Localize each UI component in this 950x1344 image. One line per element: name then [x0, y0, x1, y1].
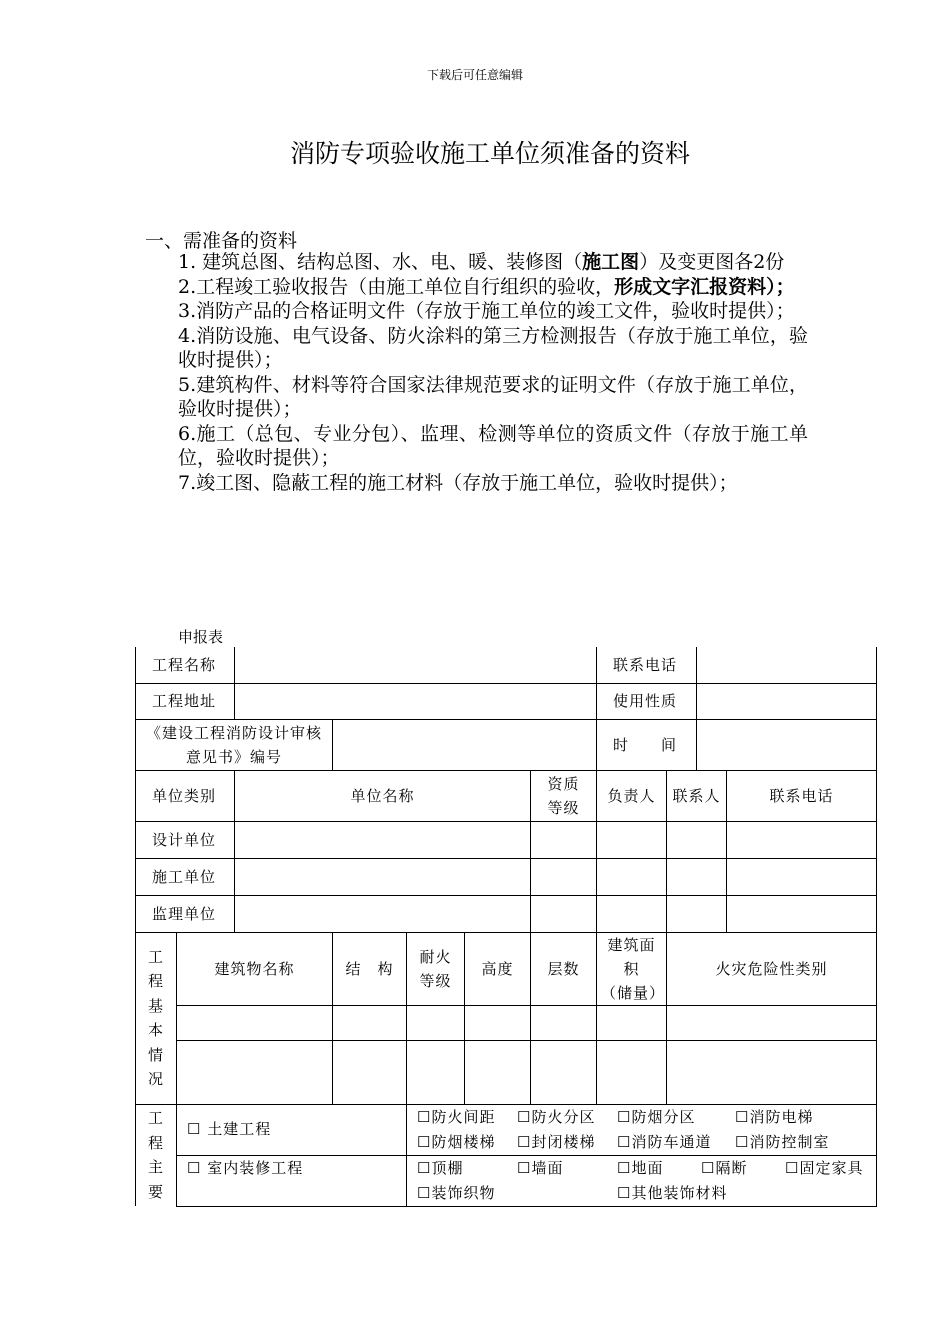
header-contact: 联系人	[667, 770, 727, 821]
header-contact-phone: 联系电话	[727, 770, 877, 821]
list-item: 3.消防产品的合格证明文件（存放于施工单位的竣工文件，验收时提供）；	[178, 300, 795, 322]
field-time[interactable]	[697, 719, 877, 770]
header-structure: 结 构	[333, 932, 407, 1005]
checkbox-interior-works[interactable]: ☐ 室内装修工程	[177, 1155, 407, 1206]
civil-options	[407, 1104, 877, 1155]
list-item: 6.施工（总包、专业分包）、监理、检测等单位的资质文件（存放于施工单位，验收时提供）；	[178, 422, 808, 469]
page-title: 消防专项验收施工单位须准备的资料	[289, 139, 690, 168]
checkbox-smoke-stair[interactable]: ☐防烟楼梯	[417, 1132, 496, 1151]
header-height: 高度	[465, 932, 531, 1005]
checkbox-fixed-furniture[interactable]: ☐固定家具	[785, 1158, 864, 1177]
list-item: 2.工程竣工验收报告（由施工单位自行组织的验收，形成文字汇报资料）；	[178, 275, 795, 298]
table-caption: 申报表	[178, 628, 224, 646]
field-height[interactable]	[465, 1005, 531, 1040]
field-construction-contact[interactable]	[667, 858, 727, 895]
interior-options	[407, 1155, 877, 1206]
header-note: 下载后可任意编辑	[426, 68, 523, 82]
checkbox-wall[interactable]: ☐墙面	[517, 1158, 564, 1177]
field-fire-rating[interactable]	[407, 1005, 465, 1040]
field-design-phone[interactable]	[727, 821, 877, 858]
label-main-works-vertical: 工 程 主 要	[136, 1104, 177, 1206]
header-fire-rating: 耐火 等级	[407, 932, 465, 1005]
field-project-address[interactable]	[235, 683, 597, 719]
label-basic-info-vertical: 工 程 基 本 情 况	[136, 932, 177, 1104]
checkbox-decorative-fabric[interactable]: ☐装饰织物	[417, 1183, 496, 1202]
field-construction-phone[interactable]	[727, 858, 877, 895]
field-construction-responsible[interactable]	[597, 858, 667, 895]
label-time: 时 间	[597, 719, 697, 770]
label-review-number: 《建设工程消防设计审核 意见书》编号	[136, 719, 333, 770]
field-supervision-contact[interactable]	[667, 895, 727, 932]
checkbox-enclosed-stair[interactable]: ☐封闭楼梯	[517, 1132, 596, 1151]
requirement-list	[178, 250, 808, 495]
field-supervision-unit-name[interactable]	[235, 895, 531, 932]
checkbox-fire-lane[interactable]: ☐消防车通道	[617, 1132, 712, 1151]
label-supervision-unit: 监理单位	[136, 895, 235, 932]
list-item: 1. 建筑总图、结构总图、水、电、暖、装修图（施工图）及变更图各2份	[178, 251, 785, 273]
field-review-number[interactable]	[333, 719, 597, 770]
field-design-responsible[interactable]	[597, 821, 667, 858]
header-unit-type: 单位类别	[136, 770, 235, 821]
field-design-qualification[interactable]	[531, 821, 597, 858]
header-area: 建筑面积 （储量）	[597, 932, 667, 1005]
label-contact-phone: 联系电话	[597, 647, 697, 683]
field-structure-2[interactable]	[333, 1040, 407, 1104]
list-item: 7.竣工图、隐蔽工程的施工材料（存放于施工单位，验收时提供）；	[178, 471, 738, 494]
checkbox-fire-elevator[interactable]: ☐消防电梯	[735, 1107, 814, 1126]
label-usage: 使用性质	[597, 683, 697, 719]
field-design-contact[interactable]	[667, 821, 727, 858]
section-heading: 一、需准备的资料	[145, 230, 298, 252]
header-floors: 层数	[531, 932, 597, 1005]
list-item: 4.消防设施、电气设备、防火涂料的第三方检测报告（存放于施工单位，验收时提供）；	[178, 324, 808, 371]
checkbox-other-decorative-materials[interactable]: ☐其他装饰材料	[617, 1183, 728, 1202]
field-design-unit-name[interactable]	[235, 821, 531, 858]
header-building-name: 建筑物名称	[177, 932, 333, 1005]
list-item: 5.建筑构件、材料等符合国家法律规范要求的证明文件（存放于施工单位，验收时提供）；	[178, 373, 808, 420]
checkbox-fire-control-room[interactable]: ☐消防控制室	[735, 1132, 830, 1151]
application-form-table	[135, 647, 877, 1207]
field-supervision-phone[interactable]	[727, 895, 877, 932]
checkbox-civil-works[interactable]: ☐ 土建工程	[177, 1104, 407, 1155]
field-usage[interactable]	[697, 683, 877, 719]
field-supervision-responsible[interactable]	[597, 895, 667, 932]
checkbox-partition[interactable]: ☐隔断	[701, 1158, 748, 1177]
field-fire-hazard[interactable]	[667, 1005, 877, 1040]
field-project-name[interactable]	[235, 647, 597, 683]
label-project-address: 工程地址	[136, 683, 235, 719]
field-contact-phone[interactable]	[697, 647, 877, 683]
field-floors-2[interactable]	[531, 1040, 597, 1104]
checkbox-ceiling[interactable]: ☐顶棚	[417, 1158, 464, 1177]
field-area[interactable]	[597, 1005, 667, 1040]
field-structure[interactable]	[333, 1005, 407, 1040]
field-building-name-2[interactable]	[177, 1040, 333, 1104]
field-construction-qualification[interactable]	[531, 858, 597, 895]
field-building-name[interactable]	[177, 1005, 333, 1040]
field-fire-rating-2[interactable]	[407, 1040, 465, 1104]
field-floors[interactable]	[531, 1005, 597, 1040]
checkbox-fire-compartment[interactable]: ☐防火分区	[517, 1107, 596, 1126]
header-fire-hazard: 火灾危险性类别	[667, 932, 877, 1005]
field-area-2[interactable]	[597, 1040, 667, 1104]
checkbox-floor[interactable]: ☐地面	[617, 1158, 664, 1177]
label-design-unit: 设计单位	[136, 821, 235, 858]
field-construction-unit-name[interactable]	[235, 858, 531, 895]
field-fire-hazard-2[interactable]	[667, 1040, 877, 1104]
field-height-2[interactable]	[465, 1040, 531, 1104]
header-unit-name: 单位名称	[235, 770, 531, 821]
checkbox-smoke-compartment[interactable]: ☐防烟分区	[617, 1107, 696, 1126]
label-construction-unit: 施工单位	[136, 858, 235, 895]
field-supervision-qualification[interactable]	[531, 895, 597, 932]
header-responsible: 负责人	[597, 770, 667, 821]
checkbox-fire-separation[interactable]: ☐防火间距	[417, 1107, 496, 1126]
label-project-name: 工程名称	[136, 647, 235, 683]
header-qualification: 资质 等级	[531, 770, 597, 821]
